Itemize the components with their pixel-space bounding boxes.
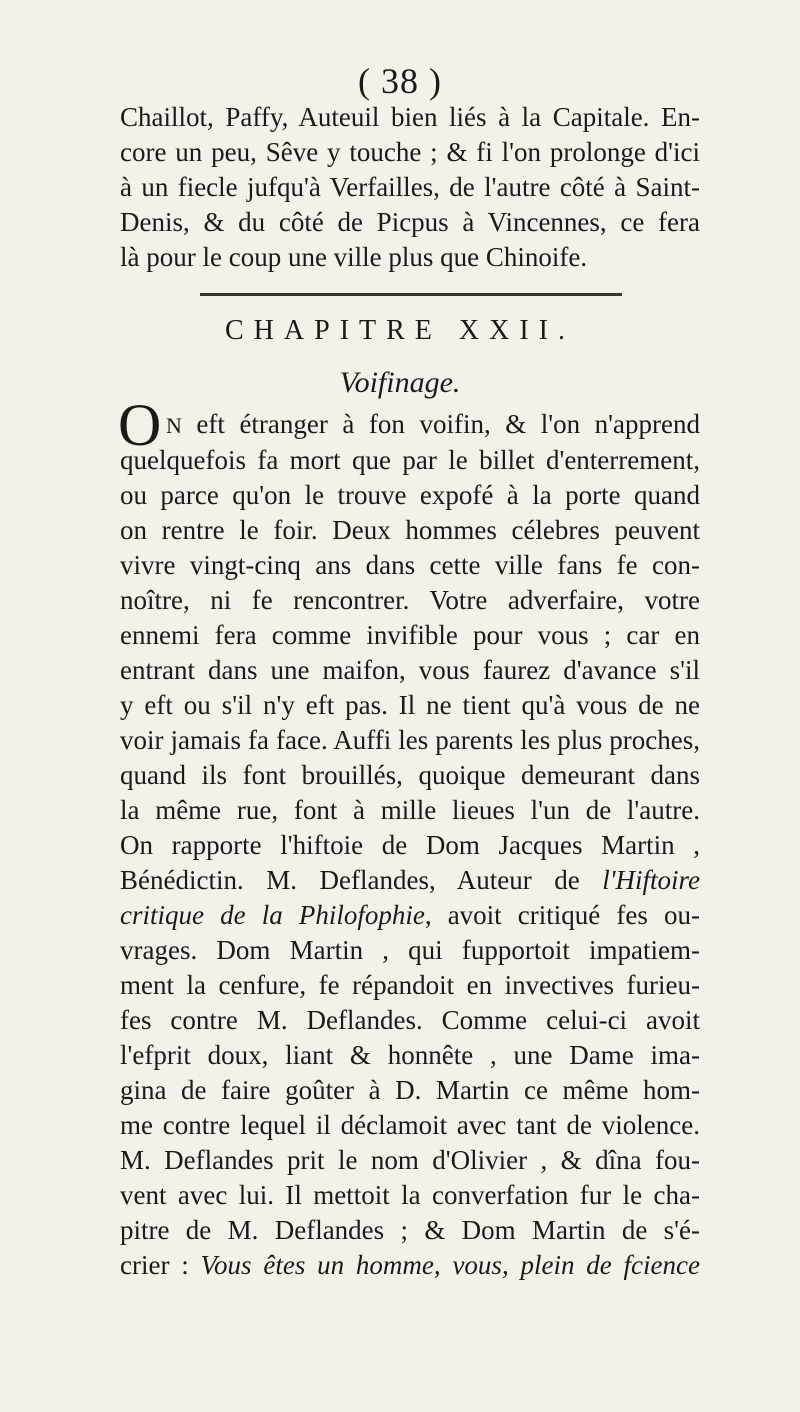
first-line-text: eft étranger à fon voifin, & l'on n'apprend xyxy=(181,409,700,439)
text-segment: crier : xyxy=(120,1250,201,1280)
text-line: noître, ni fe rencontrer. Votre adverfaire, votre xyxy=(120,585,700,615)
first-word-rest: N xyxy=(166,413,182,438)
section-divider xyxy=(200,293,622,296)
chapter-title: CHAPITRE XXII. xyxy=(225,315,575,346)
top-paragraph xyxy=(120,100,700,275)
text-line xyxy=(120,407,700,443)
book-title: l'Hiftoire xyxy=(602,865,700,895)
text-line: quand ils font brouillés, quoique demeurant dans xyxy=(120,760,700,790)
text-line: vrages. Dom Martin , qui fupportoit impatiem- xyxy=(120,935,700,965)
text-line: fes contre M. Deflandes. Comme celui-ci avoit xyxy=(120,1005,700,1035)
text-line: ou parce qu'on le trouve expofé à la porte quand xyxy=(120,480,700,510)
text-line: vent avec lui. Il mettoit la converfation fur le cha- xyxy=(120,1180,700,1210)
text-segment: , avoit critiqué fes ou- xyxy=(424,900,700,930)
page-number: ( 38 ) xyxy=(358,61,442,101)
text-line: pitre de M. Deflandes ; & Dom Martin de s'é- xyxy=(120,1215,700,1245)
text-line: ennemi fera comme invifible pour vous ; car en xyxy=(120,620,700,650)
text-line: là pour le coup une ville plus que Chinoife. xyxy=(120,242,588,272)
chapter-body xyxy=(120,407,700,1283)
text-line: voir jamais fa face. Auffi les parents les plus proches, xyxy=(120,725,700,755)
text-line: la même rue, font à mille lieues l'un de l'autre. xyxy=(120,795,700,825)
text-line: core un peu, Sêve y touche ; & fi l'on prolonge d'ici xyxy=(120,137,700,167)
text-line: Chaillot, Paffy, Auteuil bien liés à la Capitale. En- xyxy=(120,102,700,132)
chapter-subtitle: Voifinage. xyxy=(339,366,461,399)
text-line xyxy=(120,863,700,898)
text-line: l'efprit doux, liant & honnête , une Dame ima- xyxy=(120,1040,700,1070)
quoted-speech: Vous êtes un homme, vous, plein de fcience xyxy=(200,1250,700,1280)
text-line: me contre lequel il déclamoit avec tant de violence. xyxy=(120,1110,700,1140)
text-line: on rentre le foir. Deux hommes célebres peuvent xyxy=(120,515,700,545)
text-line xyxy=(120,1248,700,1283)
text-line: gina de faire goûter à D. Martin ce même hom- xyxy=(120,1075,700,1105)
text-line: à un fiecle jufqu'à Verfailles, de l'autre côté à Saint- xyxy=(120,172,700,202)
book-title: critique de la Philofophie xyxy=(120,900,425,930)
text-line: vivre vingt-cinq ans dans cette ville fans fe con- xyxy=(120,550,700,580)
text-line xyxy=(120,898,700,933)
text-line: M. Deflandes prit le nom d'Olivier , & dîna fou- xyxy=(120,1145,700,1175)
text-line: On rapporte l'hiftoie de Dom Jacques Martin , xyxy=(120,830,700,860)
text-line: quelquefois fa mort que par le billet d'enterrement, xyxy=(120,445,700,475)
text-segment: Bénédictin. M. Deflandes, Auteur de xyxy=(120,865,580,895)
text-line: ment la cenfure, fe répandoit en invectives furieu- xyxy=(120,970,700,1000)
text-line: entrant dans une maifon, vous faurez d'avance s'il xyxy=(120,655,700,685)
text-line: y eft ou s'il n'y eft pas. Il ne tient qu'à vous de ne xyxy=(120,690,700,720)
text-line: Denis, & du côté de Picpus à Vincennes, ce fera xyxy=(120,207,700,237)
drop-cap: O xyxy=(118,392,162,458)
